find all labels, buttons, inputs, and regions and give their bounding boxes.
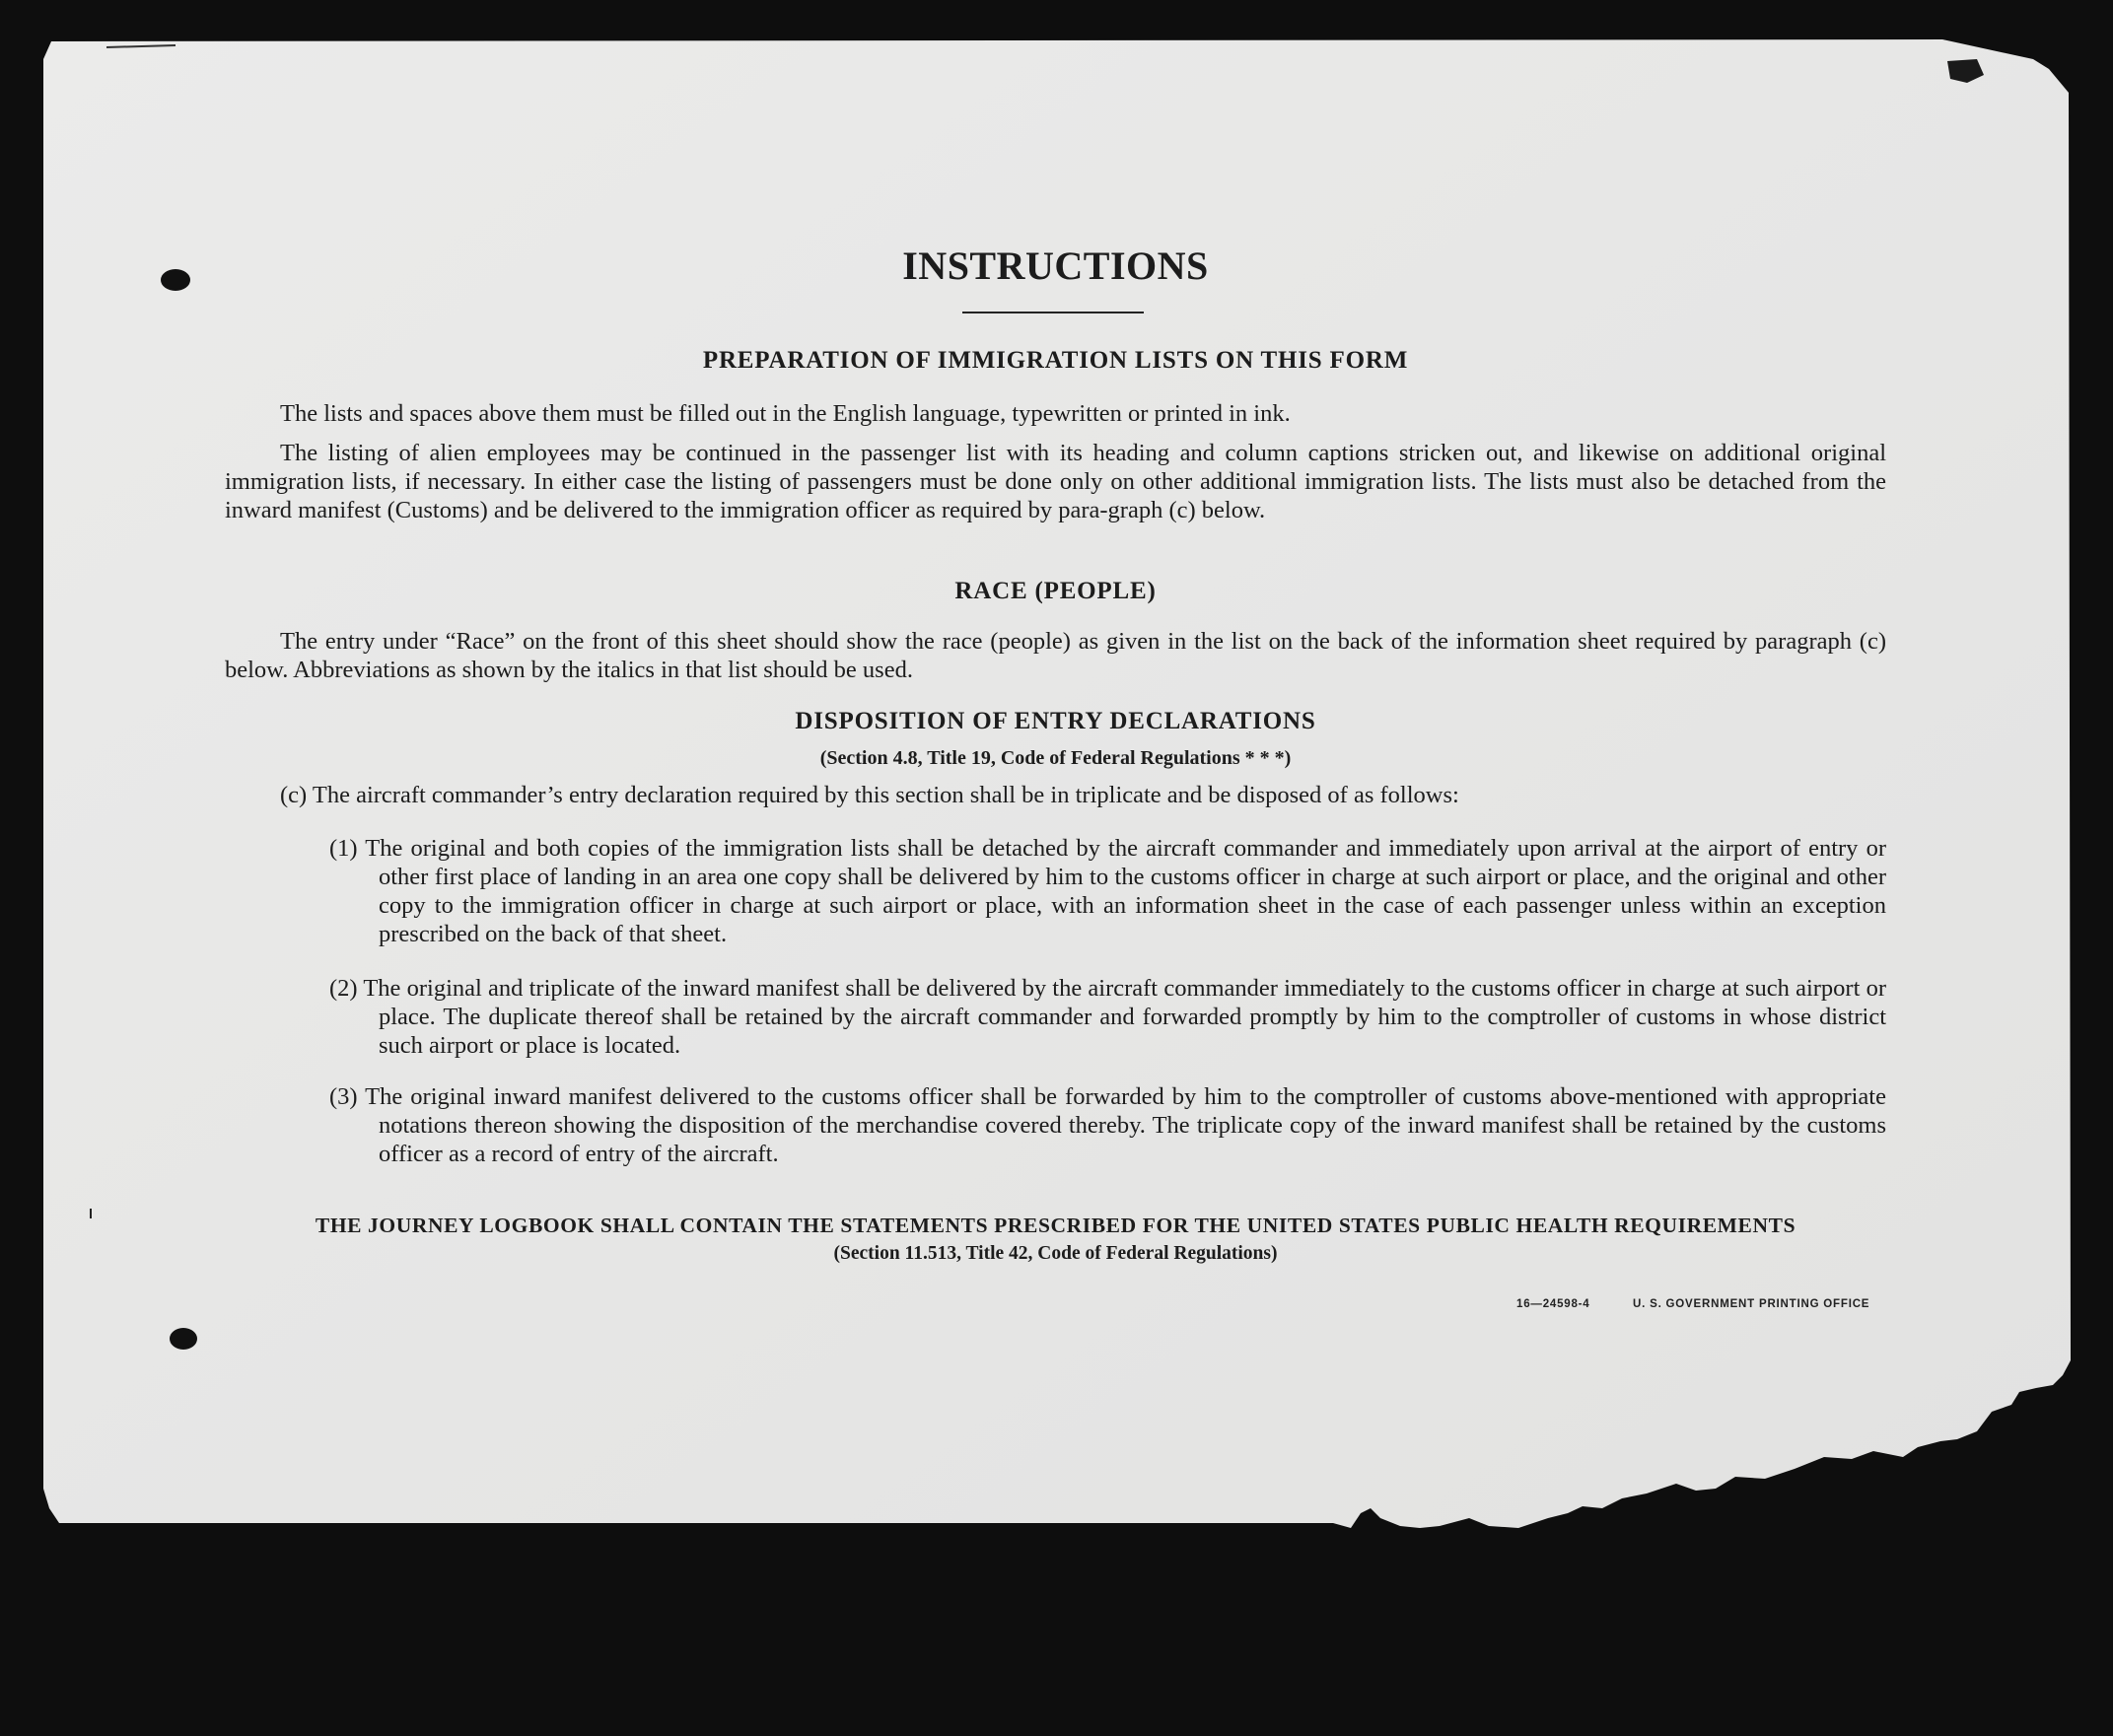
section-heading-preparation: PREPARATION OF IMMIGRATION LISTS ON THIS FORM [702, 347, 1409, 374]
list-item-text: (1) The original and both copies of the immigration lists shall be detached by the aircraft commander and immediately upon arrival at the airport of entry or other first place of landing in an area one copy shall be delivered by him to the customs officer in charge at such airport or place, and the original and other copy to the immigration officer in charge at such airport or place, with an information sheet in the case of each passenger unless within an exception prescribed on the back of that sheet. [329, 835, 1886, 947]
title-underline [962, 312, 1144, 313]
list-item-text: (2) The original and triplicate of the inward manifest shall be delivered by the aircraft commander immediately to the customs officer in charge at such airport or place. The duplicate thereof shall be retained by the aircraft commander and forwarded promptly by him to the comptroller of customs in whose district such airport or place is located. [329, 975, 1886, 1059]
punch-hole-bottom [170, 1328, 197, 1350]
page-title: INSTRUCTIONS [902, 243, 1209, 288]
paragraph-race: The entry under “Race” on the front of this sheet should show the race (people) as given in the list on the back of the information sheet required by paragraph (c) below. Abbreviations as shown by the italics in that list should be used. [225, 628, 1886, 683]
paragraph-language: The lists and spaces above them must be filled out in the English language, typewritten or printed in ink. [280, 400, 1291, 427]
printing-office: U. S. GOVERNMENT PRINTING OFFICE [1633, 1298, 1870, 1310]
list-item-text: (3) The original inward manifest delivered to the customs officer shall be forwarded by him to the comptroller of customs above-mentioned with appropriate notations thereon showing the disposition of the merchandise covered thereby. The triplicate copy of the inward manifest shall be retained by the customs officer as a record of entry of the aircraft. [329, 1083, 1886, 1167]
list-item [329, 974, 1886, 1060]
punch-hole-top [161, 269, 190, 291]
logbook-citation: (Section 11.513, Title 42, Code of Federal Regulations) [833, 1243, 1278, 1264]
list-item [329, 834, 1886, 948]
section-heading-race: RACE (PEOPLE) [954, 578, 1157, 604]
list-item [329, 1082, 1886, 1168]
paragraph-listing: The listing of alien employees may be continued in the passenger list with its heading and column captions stricken out, and likewise on additional original immigration lists, if necessary. In either case the listing of passengers must be done only on other additional immigration lists. The lists must also be detached from the inward manifest (Customs) and be delivered to the immigration officer as required by para-graph (c) below. [225, 440, 1886, 523]
logbook-statement: THE JOURNEY LOGBOOK SHALL CONTAIN THE STATEMENTS PRESCRIBED FOR THE UNITED STATES PUBLIC HEALTH REQUIREMENTS [315, 1214, 1796, 1237]
disposition-citation: (Section 4.8, Title 19, Code of Federal Regulations * * *) [819, 747, 1292, 769]
paragraph-c: (c) The aircraft commander’s entry declaration required by this section shall be in triplicate and be disposed of as follows: [280, 782, 1459, 808]
section-heading-disposition: DISPOSITION OF ENTRY DECLARATIONS [795, 708, 1316, 734]
print-code: 16—24598-4 [1516, 1298, 1590, 1310]
